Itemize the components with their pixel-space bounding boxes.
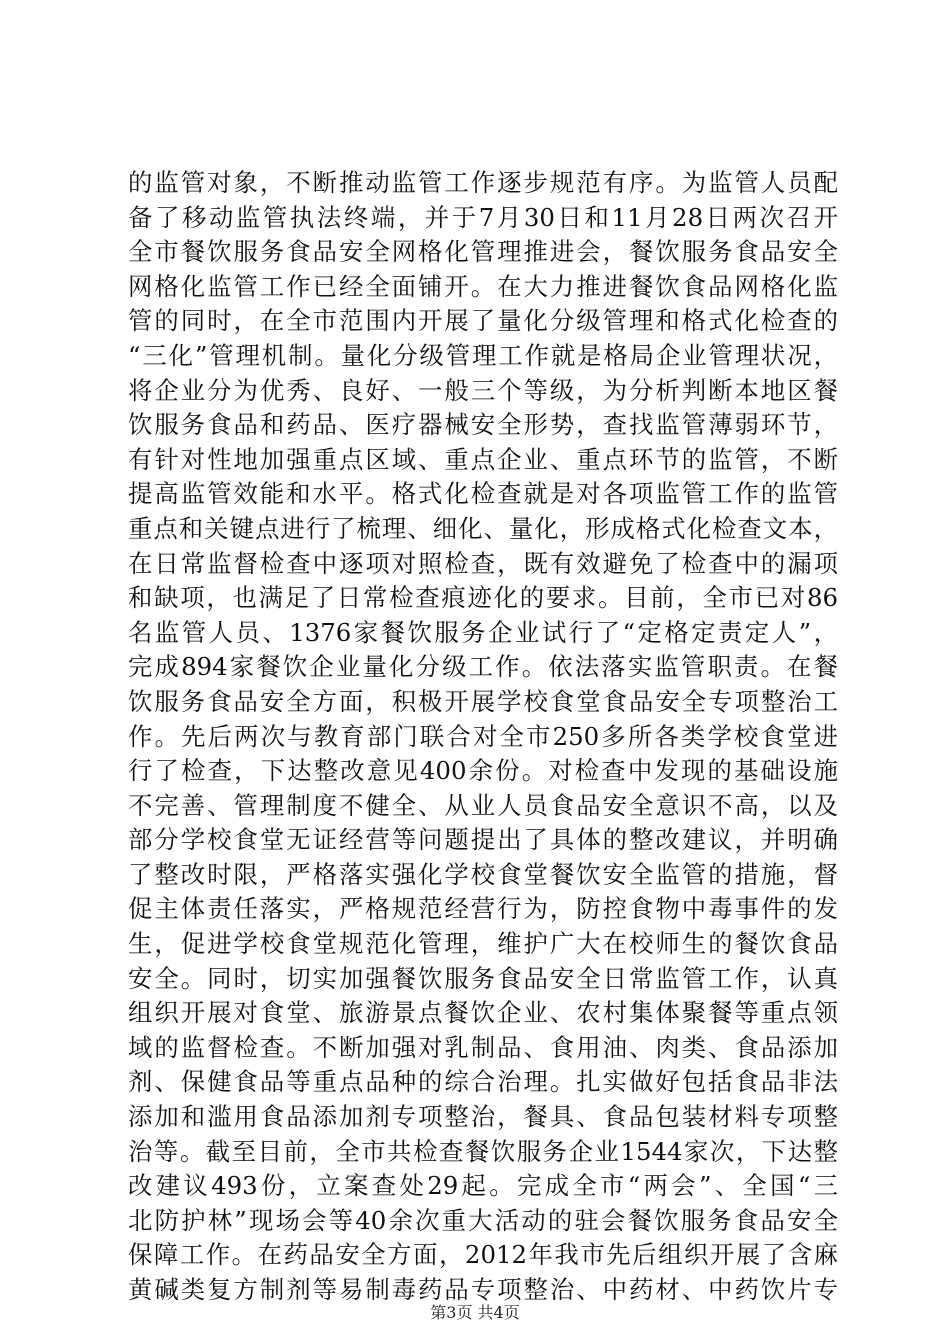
text-line: 域的监督检查。不断加强对乳制品、食用油、肉类、食品添加 <box>128 1032 838 1062</box>
text-line: 组织开展对食堂、旅游景点餐饮企业、农村集体聚餐等重点领 <box>128 998 838 1028</box>
page-footer: 第3页 共4页 <box>430 1303 520 1322</box>
text-line: 部分学校食堂无证经营等问题提出了具体的整改建议，并明确 <box>128 825 838 855</box>
text-line: 网格化监管工作已经全面铺开。在大力推进餐饮食品网格化监 <box>128 271 838 301</box>
text-line: 添加和滥用食品添加剂专项整治，餐具、食品包装材料专项整 <box>128 1102 838 1132</box>
text-line: 促主体责任落实，严格规范经营行为，防控食物中毒事件的发 <box>128 894 838 924</box>
text-line: 行了检查，下达整改意见400余份。对检查中发现的基础设施 <box>128 756 838 786</box>
text-line: 将企业分为优秀、良好、一般三个等级，为分析判断本地区餐 <box>128 375 838 405</box>
body-text <box>128 166 838 1308</box>
text-line: 备了移动监管执法终端，并于7月30日和11月28日两次召开 <box>128 202 838 232</box>
text-line: 安全。同时，切实加强餐饮服务食品安全日常监管工作，认真 <box>128 963 838 993</box>
text-line: 保障工作。在药品安全方面，2012年我市先后组织开展了含麻 <box>128 1240 838 1270</box>
text-line: 饮服务食品安全方面，积极开展学校食堂食品安全专项整治工 <box>128 686 838 716</box>
text-line: 在日常监督检查中逐项对照检查，既有效避免了检查中的漏项 <box>128 548 838 578</box>
text-line: 黄碱类复方制剂等易制毒药品专项整治、中药材、中药饮片专 <box>128 1275 838 1304</box>
text-line: 完成894家餐饮企业量化分级工作。依法落实监管职责。在餐 <box>128 652 838 682</box>
text-line: 全市餐饮服务食品安全网格化管理推进会，餐饮服务食品安全 <box>128 237 838 267</box>
text-line: 的监管对象，不断推动监管工作逐步规范有序。为监管人员配 <box>128 168 838 197</box>
text-line: 了整改时限，严格落实强化学校食堂餐饮安全监管的措施，督 <box>128 859 838 889</box>
text-line: 剂、保健食品等重点品种的综合治理。扎实做好包括食品非法 <box>128 1067 838 1097</box>
text-line: 生，促进学校食堂规范化管理，维护广大在校师生的餐饮食品 <box>128 929 838 959</box>
text-line: 改建议493份，立案查处29起。完成全市“两会”、全国“三 <box>128 1171 838 1201</box>
text-line: 和缺项，也满足了日常检查痕迹化的要求。目前，全市已对86 <box>128 583 838 613</box>
text-line: “三化”管理机制。量化分级管理工作就是格局企业管理状况， <box>128 340 838 370</box>
text-line: 北防护林”现场会等40余次重大活动的驻会餐饮服务食品安全 <box>128 1205 838 1235</box>
text-line: 作。先后两次与教育部门联合对全市250多所各类学校食堂进 <box>128 721 838 751</box>
text-line: 管的同时，在全市范围内开展了量化分级管理和格式化检查的 <box>128 306 838 336</box>
text-line: 名监管人员、1376家餐饮服务企业试行了“定格定责定人”， <box>128 617 838 647</box>
text-line: 饮服务食品和药品、医疗器械安全形势，查找监管薄弱环节， <box>128 410 838 440</box>
text-line: 治等。截至目前，全市共检查餐饮服务企业1544家次，下达整 <box>128 1136 838 1166</box>
text-line: 提高监管效能和水平。格式化检查就是对各项监管工作的监管 <box>128 479 838 509</box>
text-line: 有针对性地加强重点区域、重点企业、重点环节的监管，不断 <box>128 444 838 474</box>
text-line: 重点和关键点进行了梳理、细化、量化，形成格式化检查文本， <box>128 513 838 543</box>
text-line: 不完善、管理制度不健全、从业人员食品安全意识不高，以及 <box>128 790 838 820</box>
